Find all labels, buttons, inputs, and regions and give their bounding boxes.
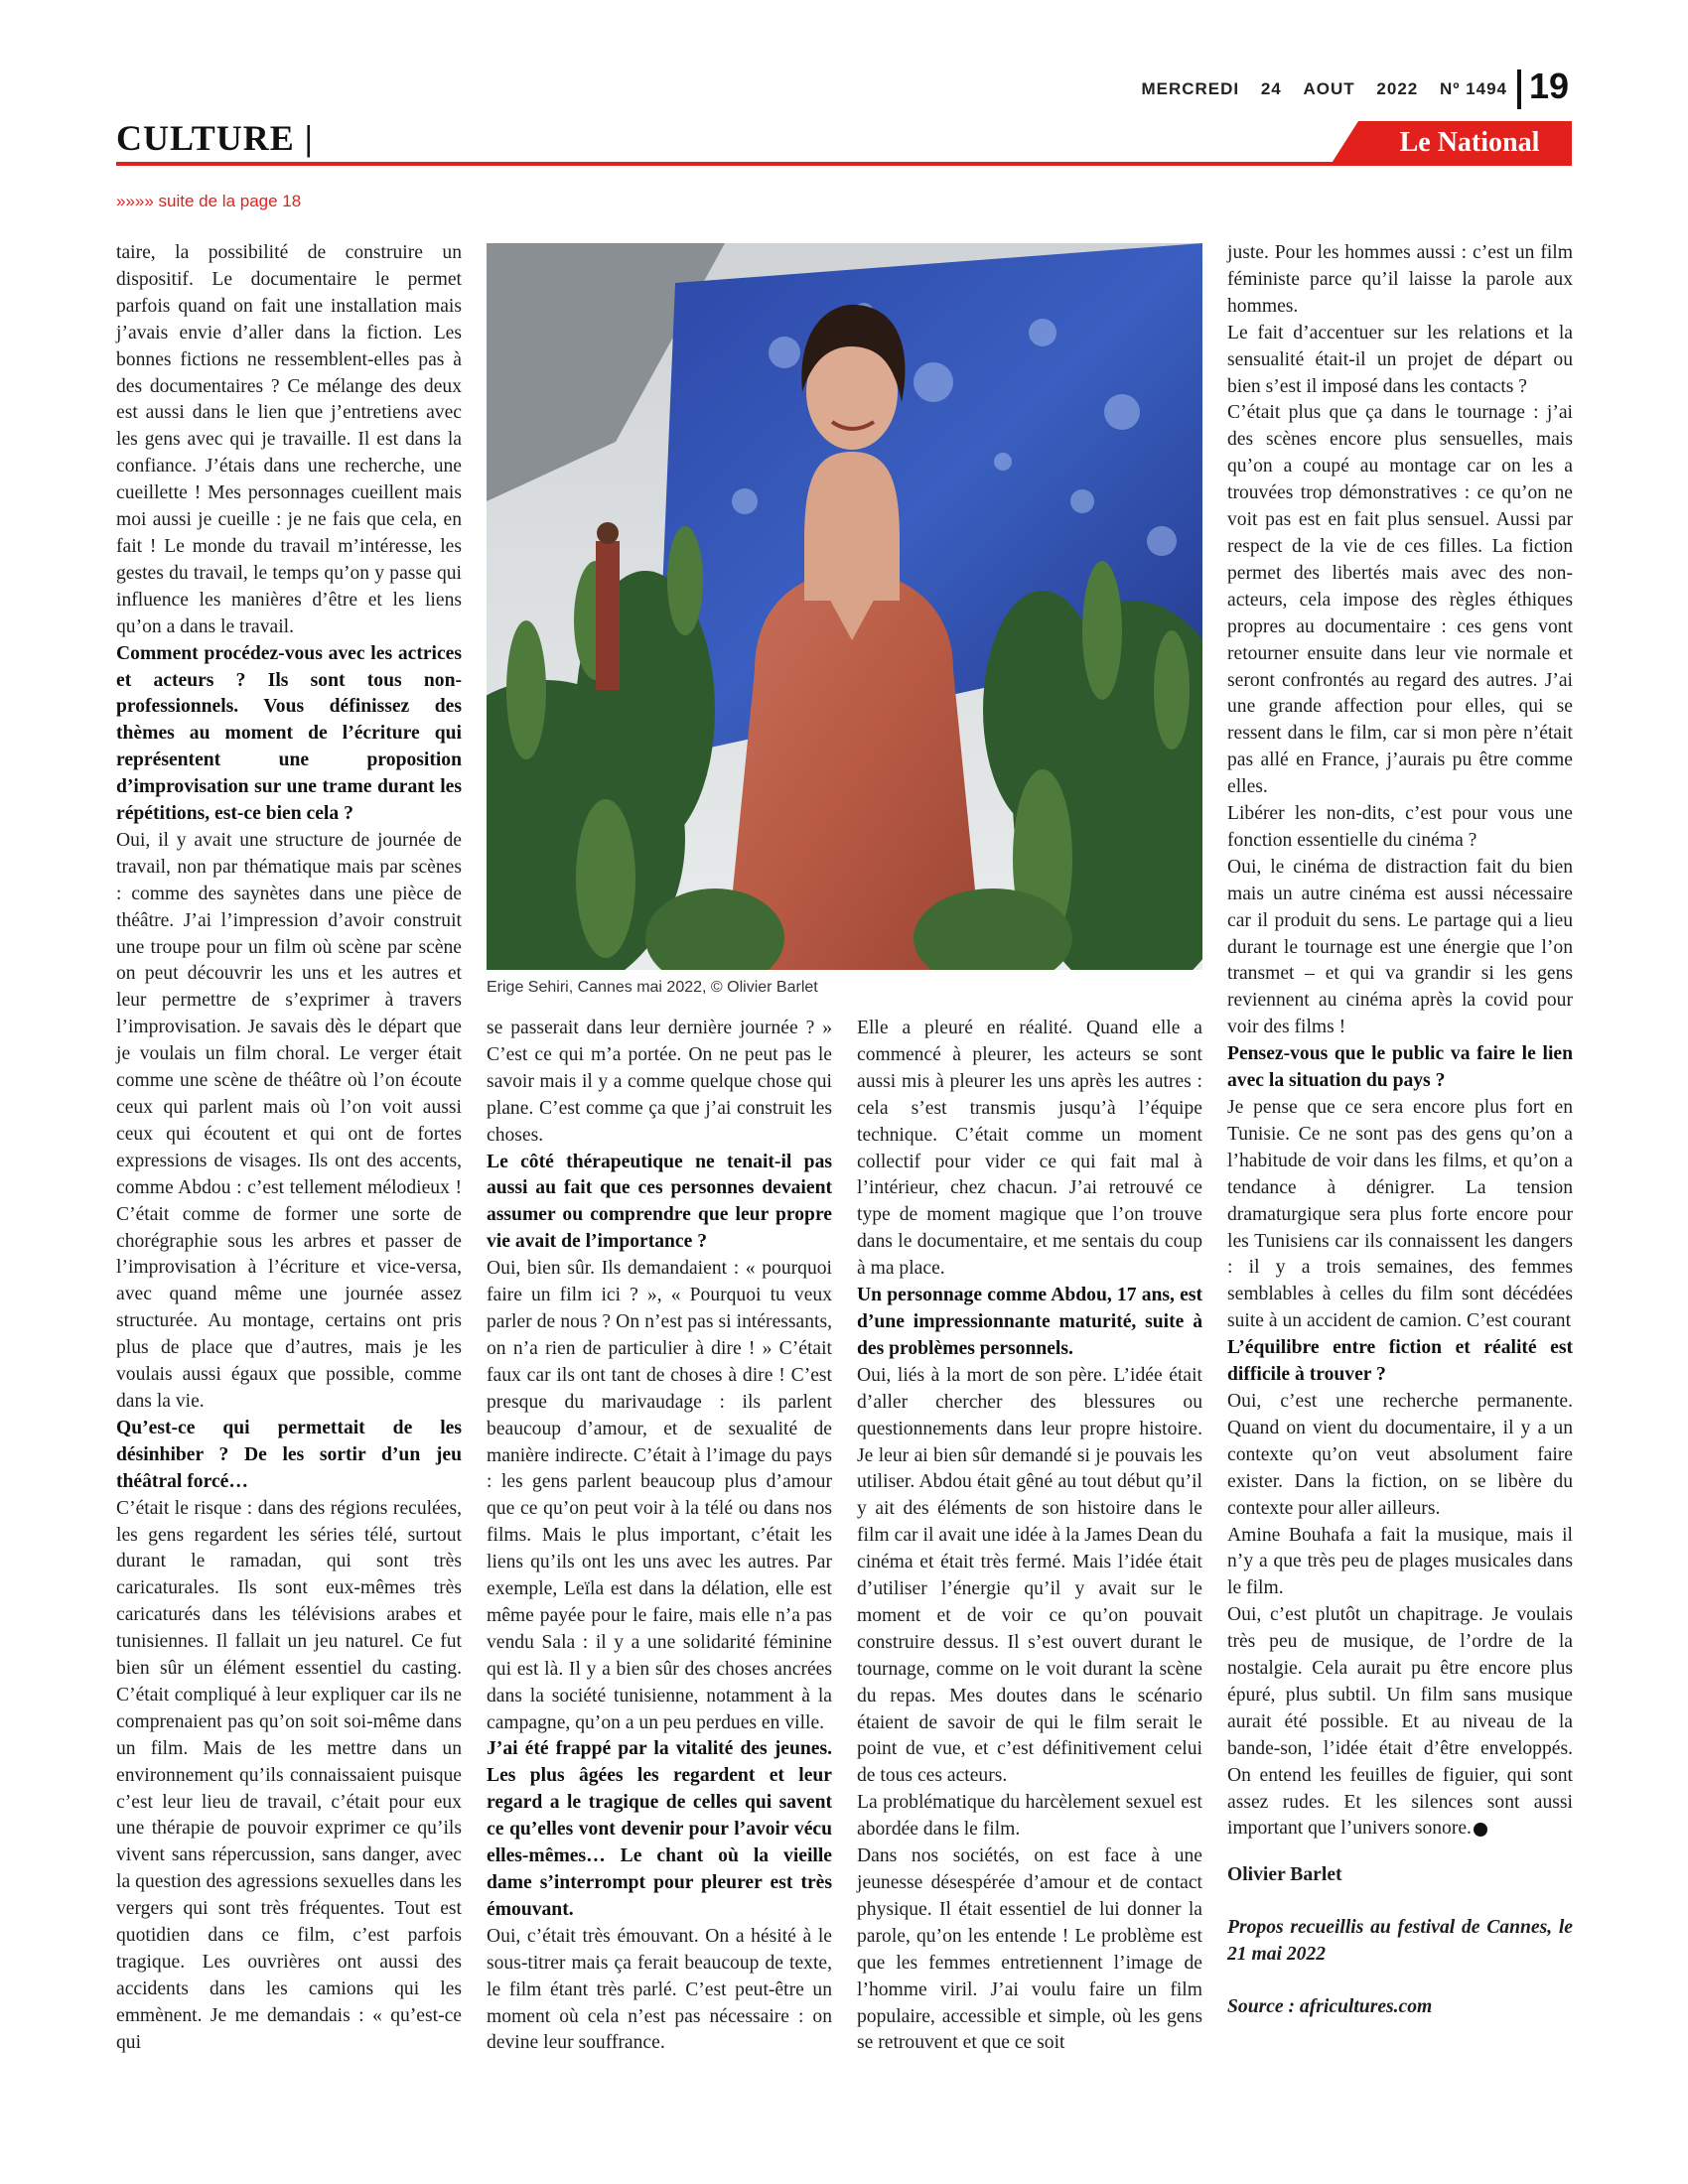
issue-dateline [1125, 79, 1507, 99]
paragraph: Je pense que ce sera encore plus fort en Tunisie. Ce ne sont pas des gens qu’on a l’habitude de voir dans les films, et qu’on a tendance à dénigrer. La tension dramaturgique sera plus forte encore pour les Tunisiens car ils connaissent les dangers : il y a trois semaines, des femmes semblables à celles du film sont décédées suite à un accident de camion. C’est courant [1227, 1097, 1573, 1332]
paragraph: Amine Bouhafa a fait la musique, mais il n’y a que très peu de plages musicales dans le film. [1227, 1524, 1573, 1599]
end-of-article-icon [1474, 1823, 1487, 1837]
paragraph: se passerait dans leur dernière journée ? » C’est ce qui m’a portée. On ne peut pas le savoir mais il y a comme quelque chose qui plane. C’est comme ça que j’ai construit les choses. [487, 1018, 832, 1146]
date-day: MERCREDI [1141, 79, 1240, 98]
interview-credit: Propos recueillis au festival de Cannes, le 21 mai 2022 [1227, 1917, 1573, 1966]
paragraph: Libérer les non-dits, c’est pour vous une fonction essentielle du cinéma ? [1227, 803, 1573, 851]
paragraph: taire, la possibilité de construire un dispositif. Le documentaire le permet parfois quand on fait une installation mais j’avais envie d’aller dans la fiction. Les bonnes fictions ne ressemblent-elles pas à des documentaires ? Ce mélange des deux est aussi dans le lien que j’entretiens avec les gens avec qui je travaille. Il est dans la confiance. J’étais dans une recherche, une cueillette ! Mes personnages cueillent mais moi aussi je cueille : je ne fais que cela, en fait ! Le monde du travail m’intéresse, les gestes du travail, le temps qu’on y passe qui influence les manières d’être et les liens qu’on a dans le travail. [116, 242, 462, 637]
paragraph: Oui, c’est plutôt un chapitrage. Je voulais très peu de musique, de l’ordre de la nostalgie. Cela aurait pu être encore plus épuré, plus subtil. Un film sans musique aurait été possible. Et au niveau de la bande-son, l’idée était d’être enveloppés. On entend les feuilles de figuier, qui sont assez rudes. Et les silences sont aussi important que l’univers sonore. [1227, 1604, 1573, 1840]
page-number: 19 [1529, 66, 1570, 106]
question: Comment procédez-vous avec les actrices et acteurs ? Ils sont tous non-professionnels. Vous définissez des thèmes au moment de l’écriture qui représentent une proposition d’improvisation sur une trame durant les répétitions, est-ce bien cela ? [116, 642, 462, 825]
date-number: 24 [1260, 79, 1282, 98]
header-rule [116, 162, 1572, 166]
date-year: 2022 [1376, 79, 1419, 98]
paragraph: Oui, il y avait une structure de journée de travail, non par thématique mais par scènes : comme des saynètes dans une pièce de théâtre. J’ai l’impression d’avoir construit une troupe pour un film où scène par scène on peut découvrir les uns et les autres et leur permettre de s’exprimer à travers l’improvisation. Je savais dès le départ que je voulais un film choral. Le verger était comme une scène de théâtre où l’on écoute ceux qui parlent mais où l’on voit aussi ceux qui écoutent et qui ont de fortes expressions de visages. Ils ont des accents, comme Abdou : c’est tellement mélodieux ! C’était comme de former une sorte de chorégraphie sous les arbres et passer de l’improvisation à l’écriture et vice-versa, avec quand même une journée assez structurée. Au montage, certains ont pris plus de place que d’autres, mais je les voulais aussi égaux que possible, comme dans la vie. [116, 829, 462, 1412]
continuation-note: »»»» suite de la page 18 [116, 192, 302, 210]
article-column-3 [857, 1016, 1202, 2057]
photo-illustration [487, 243, 1202, 970]
question: J’ai été frappé par la vitalité des jeunes. Les plus âgées les regardent et leur regard a le tragique de celles qui savent ce qu’elles vont devenir pour l’avoir vécu elles-mêmes… Le chant où la vieille dame s’interrompt pour pleurer est très émouvant. [487, 1738, 832, 1920]
article-column-1 [116, 240, 462, 2057]
article-column-2 [487, 1016, 832, 2057]
question: Le côté thérapeutique ne tenait-il pas aussi au fait que ces personnes devaient assumer ou comprendre que leur propre vie avait de l’importance ? [487, 1151, 832, 1253]
newspaper-brand: Le National [1399, 127, 1540, 158]
article-column-4 [1227, 240, 1573, 2021]
article-photo [487, 243, 1202, 970]
question: L’équilibre entre fiction et réalité est difficile à trouver ? [1227, 1337, 1573, 1386]
question: Qu’est-ce qui permettait de les désinhiber ? De les sortir d’un jeu théâtral forcé… [116, 1417, 462, 1492]
paragraph: La problématique du harcèlement sexuel est abordée dans le film. [857, 1792, 1202, 1841]
paragraph: Oui, le cinéma de distraction fait du bien mais un autre cinéma est aussi nécessaire car il produit du sens. Le partage qui a lieu durant le tournage est une énergie que l’on transmet – et qui va grandir si les gens reviennent au cinéma après la covid pour voir des films ! [1227, 856, 1573, 1038]
author-signature: Olivier Barlet [1227, 1864, 1342, 1886]
paragraph: Le fait d’accentuer sur les relations et la sensualité était-il un projet de départ ou bien s’est il imposé dans les contacts ? [1227, 322, 1573, 397]
paragraph: Elle a pleuré en réalité. Quand elle a commencé à pleurer, les acteurs se sont aussi mis à pleurer les uns après les autres : cela s’est transmis jusqu’à l’équipe technique. C’était comme un moment collectif pour vider ce qui fait mal à l’intérieur, chez chacun. J’ai retrouvé ce type de moment magique que l’on trouve dans le documentaire, et me sentais du coup à ma place. [857, 1018, 1202, 1280]
question: Pensez-vous que le public va faire le lien avec la situation du pays ? [1227, 1043, 1573, 1092]
paragraph: juste. Pour les hommes aussi : c’est un film féministe parce qu’il laisse la parole aux hommes. [1227, 242, 1573, 317]
paragraph: Oui, liés à la mort de son père. L’idée était d’aller chercher des blessures ou questionnements dans leur propre histoire. Je leur ai bien sûr demandé si je pouvais les utiliser. Abdou était gêné au tout début qu’il y ait des éléments de son histoire dans le film car il avait une idée à la James Dean du cinéma et était très fermé. Mais l’idée était d’utiliser l’énergie qu’il y avait sur le moment et de voir ce qu’on pouvait construire dessus. Il s’est ouvert durant le tournage, comme on le voit durant la scène du repas. Mes doutes dans le scénario étaient de savoir de qui le film serait le point de vue, et c’est définitivement celui de tous ces acteurs. [857, 1364, 1202, 1787]
source-credit: Source : africultures.com [1227, 1996, 1433, 2018]
paragraph: Oui, c’est une recherche permanente. Quand on vient du documentaire, il y a un contexte qu’on veut absolument faire exister. Dans la fiction, on se libère du contexte pour aller ailleurs. [1227, 1390, 1573, 1519]
paragraph: Oui, bien sûr. Ils demandaient : « pourquoi faire un film ici ? », « Pourquoi tu veux parler de nous ? On n’est pas si intéressants, on n’a rien de particulier à dire ! » C’était faux car ils ont tant de choses à dire ! C’est presque du marivaudage : ils parlent beaucoup d’amour, et de sexualité de manière indirecte. C’était à l’image du pays : les gens parlent beaucoup plus d’amour que ce qu’on peut voir à la télé ou dans nos films. Mais le plus important, c’était les liens qu’ils ont les uns avec les autres. Par exemple, Leïla est dans la délation, elle est même payée pour le faire, mais elle n’a pas vendu Sala : il y a une solidarité féminine qui est là. Il y a bien sûr des choses ancrées dans la société tunisienne, notamment à la campagne, qu’on a un peu perdues en ville. [487, 1258, 832, 1733]
paragraph: Dans nos sociétés, on est face à une jeunesse désespérée d’amour et de contact physique. Il était essentiel de lui donner la parole, qu’on les entende ! Le problème est que les femmes entretiennent l’image de l’homme viril. J’ai voulu faire un film populaire, accessible et simple, où les gens se retrouvent et que ce soit [857, 1845, 1202, 2054]
paragraph: Oui, c’était très émouvant. On a hésité à le sous-titrer mais ça ferait beaucoup de texte, le film étant très parlé. C’est peut-être un moment où cela n’est pas nécessaire : on devine leur souffrance. [487, 1925, 832, 2054]
question: Un personnage comme Abdou, 17 ans, est d’une impressionnante maturité, suite à des problèmes personnels. [857, 1285, 1202, 1359]
issue-number: Nº 1494 [1439, 79, 1507, 98]
section-title: CULTURE | [116, 118, 314, 158]
paragraph: C’était le risque : dans des régions reculées, les gens regardent les séries télé, surtout durant le ramadan, qui sont très caricaturales. Ils sont eux-mêmes très caricaturés dans les télévisions arabes et tunisiennes. Il fallait un jeu naturel. Ce fut bien sûr un élément essentiel du casting. C’était compliqué à leur expliquer car ils ne comprenaient pas qu’on soit soi-même dans un film. Mais de les mettre dans un environnement qu’ils connaissaient puisque c’est leur lieu de travail, c’était pour eux une thérapie de pouvoir exprimer ce qu’ils vivent sans répercussion, sans danger, avec la question des agressions sexuelles dans les vergers qui sont très fréquentes. Tout est quotidien dans ce film, c’est parfois tragique. Les ouvrières ont aussi des accidents dans les camions qui les emmènent. Je me demandais : « qu’est-ce qui [116, 1497, 462, 2053]
paragraph: C’était plus que ça dans le tournage : j’ai des scènes encore plus sensuelles, mais qu’on a coupé au montage car on les a trouvées trop démonstratives : ce qu’on ne voit pas est en fait plus sensuel. Aussi par respect de la vie de ces filles. La fiction permet des libertés mais avec des non-acteurs, cela impose des règles éthiques propres au documentaire : ces gens vont retourner ensuite dans leur vie normale et seront confrontés au regard des autres. J’ai une grande affection pour elles, qui se ressent dans le film, car si mon père n’était pas allé en France, j’aurais pu être comme elles. [1227, 402, 1573, 798]
page-number-separator [1517, 69, 1521, 109]
date-month: AOUT [1303, 79, 1355, 98]
photo-caption: Erige Sehiri, Cannes mai 2022, © Olivier Barlet [487, 979, 818, 996]
